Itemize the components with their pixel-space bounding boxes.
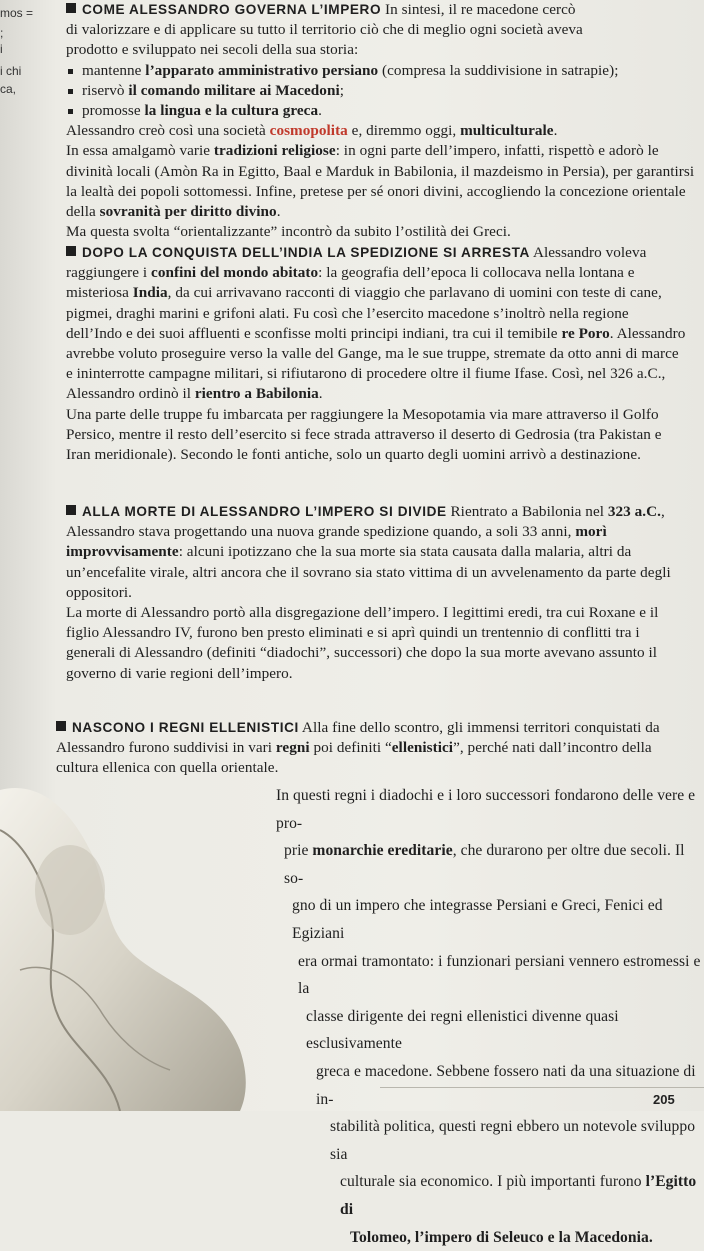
page-number: 205 — [653, 1092, 675, 1107]
intro-text: In sintesi, il re macedone cercò — [385, 1, 576, 18]
list-item: mantenne l’apparato amministrativo persiano (compresa la suddivisione in satrapie); — [66, 61, 696, 81]
margin-fragment: i — [0, 42, 60, 56]
text-line: culturale sia economico. I più importanti furono l’Egitto di — [0, 1168, 704, 1223]
section-governa — [66, 0, 696, 242]
square-bullet-icon — [56, 721, 66, 731]
text-line: classe dirigente dei regni ellenistici divenne quasi esclusivamente — [0, 1003, 704, 1058]
paragraph: Una parte delle truppe fu imbarcata per raggiungere la Mesopotamia via mare attraverso il Golfo Persico, mentre il resto dell’esercito si fece strada attraverso il deserto di Gedrosia (tra Pakistan e Iran meridionale). Secondo le fonti antiche, solo un quarto degli uomini arrivò a destinazione. — [66, 405, 686, 466]
section-heading: ALLA MORTE DI ALESSANDRO L’IMPERO SI DIVIDE — [82, 504, 447, 519]
section-india — [66, 243, 686, 465]
paragraph: Alessandro creò così una società cosmopolita e, diremmo oggi, multiculturale. — [66, 121, 696, 141]
section-heading: NASCONO I REGNI ELLENISTICI — [72, 720, 299, 735]
paragraph: ALLA MORTE DI ALESSANDRO L’IMPERO SI DIVIDE Rientrato a Babilonia nel 323 a.C., Alessandro stava progettando una nuova grande spedizione quando, a soli 33 anni, morì improvvisamente: alcuni ipotizzano che la sua morte sia stata causata dalla malaria, altri da un’encefalite virale, altri ancora che il sovrano sia stato vittima di un avvelenamento da parte degli oppositori. — [66, 502, 686, 603]
margin-fragment: ; — [0, 26, 60, 40]
text-line: prie monarchie ereditarie, che durarono per oltre due secoli. Il so- — [0, 837, 704, 892]
paragraph: DOPO LA CONQUISTA DELL’INDIA LA SPEDIZIONE SI ARRESTA Alessandro voleva raggiungere i confini del mondo abitato: la geografia dell’epoca li collocava nella lontana e misteriosa India, da cui arrivavano racconti di viaggio che parlavano di uomini con teste di cane, pigmei, draghi marini e grifoni alati. Fu così che l’esercito macedone s’inoltrò nella regione dell’Indo e dei suoi affluenti e sconfisse molti principi indiani, tra cui il temibile re Poro. Alessandro avrebbe voluto proseguire verso la valle del Gange, ma le sue truppe, stremate da otto anni di marce e ininterrotte campagne militari, si rifiutarono di procedere oltre il fiume Ifase. Così, nel 326 a.C., Alessandro ordinò il rientro a Babilonia. — [66, 243, 686, 405]
intro-line: di valorizzare e di applicare su tutto il territorio ciò che di meglio ogni società aveva — [66, 20, 696, 40]
section-morte — [66, 502, 686, 684]
section-heading-line — [66, 0, 696, 20]
text-line: gno di un impero che integrasse Persiani e Greci, Fenici ed Egiziani — [0, 892, 704, 947]
statue-photo — [0, 770, 300, 1111]
margin-fragment: i chi — [0, 64, 60, 78]
highlight-term: cosmopolita — [270, 122, 348, 139]
policy-list — [66, 61, 696, 122]
paragraph: NASCONO I REGNI ELLENISTICI Alla fine dello scontro, gli immensi territori conquistati da Alessandro furono suddivisi in vari regni poi definiti “ellenistici”, perché nati dall’incontro della cultura ellenica con quella orientale. — [40, 718, 690, 779]
footer-rule — [380, 1087, 704, 1088]
text-line: greca e macedone. Sebbene fossero nati da una situazione di in- — [0, 1058, 704, 1113]
section-heading: DOPO LA CONQUISTA DELL’INDIA LA SPEDIZIONE SI ARRESTA — [82, 245, 530, 260]
margin-fragment: ca, — [0, 82, 60, 96]
section-heading: COME ALESSANDRO GOVERNA L’IMPERO — [82, 2, 381, 17]
square-bullet-icon — [66, 3, 76, 13]
margin-fragment: mos = — [0, 6, 60, 20]
paragraph: La morte di Alessandro portò alla disgregazione dell’impero. I legittimi eredi, tra cui Roxane e il figlio Alessandro IV, furono ben presto eliminati e si aprì quindi un trentennio di conflitti tra i generali di Alessandro (definiti “diadochi”, successori) che dopo la sua morte avevano assunto il governo di varie regioni dell’impero. — [66, 603, 686, 684]
text-line: In questi regni i diadochi e i loro successori fondarono delle vere e pro- — [0, 782, 704, 837]
paragraph: Ma questa svolta “orientalizzante” incontrò da subito l’ostilità dei Greci. — [66, 222, 696, 242]
square-bullet-icon — [66, 505, 76, 515]
text-line: stabilità politica, questi regni ebbero un notevole sviluppo sia — [0, 1113, 704, 1168]
text-line: era ormai tramontato: i funzionari persiani vennero estromessi e la — [0, 948, 704, 1003]
text-line: Tolomeo, l’impero di Seleuco e la Macedonia. — [0, 1224, 704, 1251]
paragraph: In essa amalgamò varie tradizioni religiose: in ogni parte dell’impero, infatti, rispettò e adorò le divinità locali (Amòn Ra in Egitto, Baal e Marduk in Babilonia, il mazdeismo in Persia), per garantirsi la lealtà dei popoli sottomessi. Infine, pretese per sé onori divini, accogliendo la concezione orientale della sovranità per diritto divino. — [66, 141, 696, 222]
list-item: riservò il comando militare ai Macedoni; — [66, 81, 696, 101]
list-item: promosse la lingua e la cultura greca. — [66, 101, 696, 121]
intro-line: prodotto e sviluppato nei secoli della sua storia: — [66, 40, 696, 60]
square-bullet-icon — [66, 246, 76, 256]
